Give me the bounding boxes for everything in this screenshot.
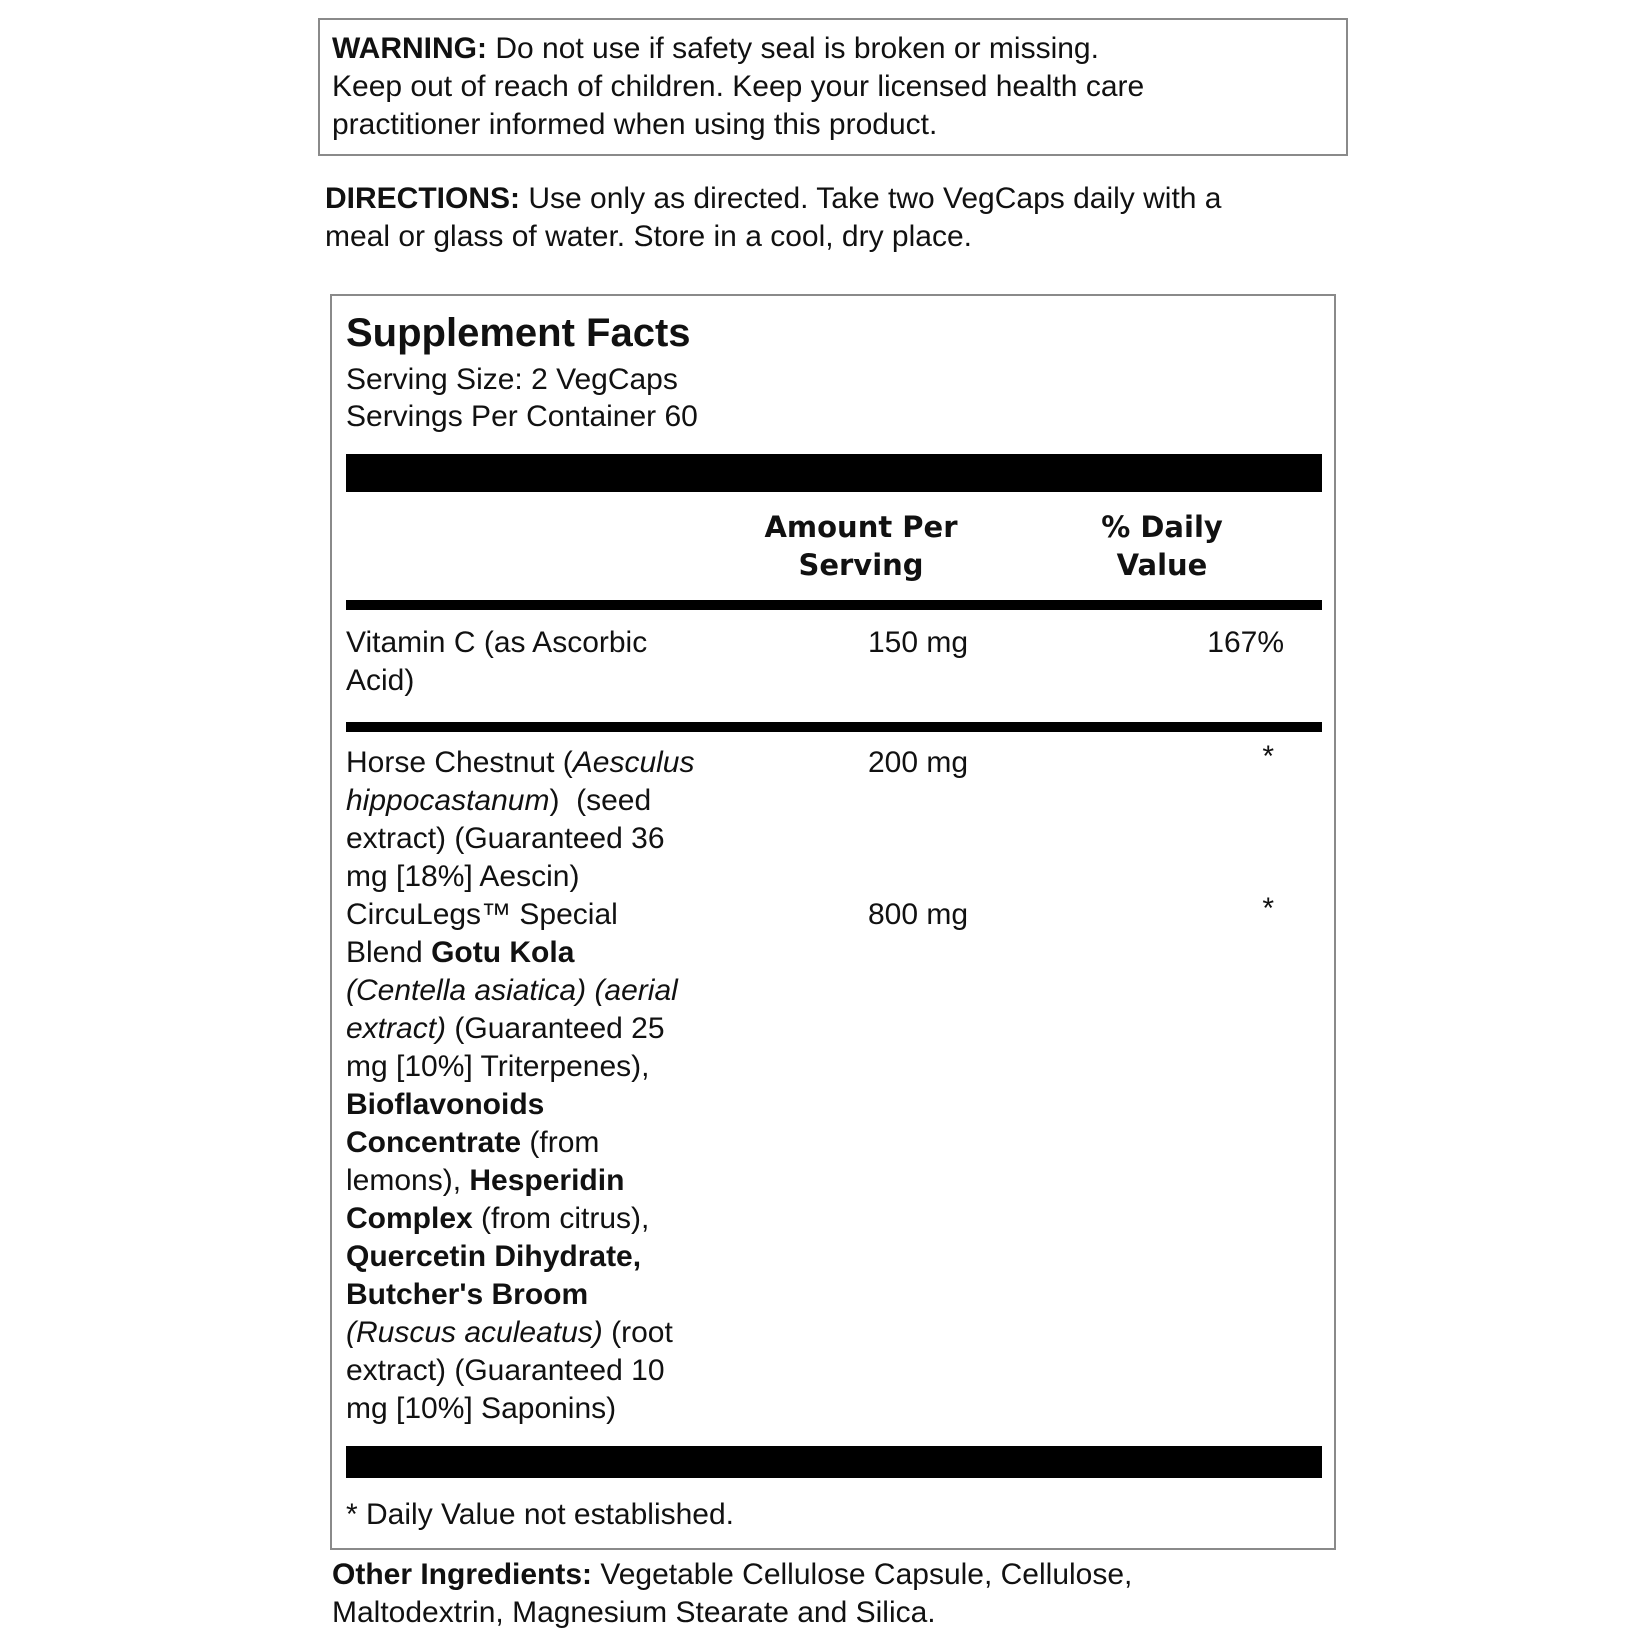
divider-thick-top — [346, 454, 1322, 492]
serving-size: Serving Size: 2 VegCaps — [346, 363, 678, 396]
cl-line-2 — [346, 934, 726, 972]
cl-line-1: CircuLegs™ Special — [346, 898, 618, 931]
cl-l2b: Gotu Kola — [431, 936, 575, 969]
header-amount-per-serving — [756, 508, 966, 584]
cl-line-8 — [346, 1162, 726, 1200]
cl-l2a: Blend — [346, 936, 432, 969]
warning-box — [318, 18, 1348, 156]
cl-line-3 — [346, 972, 726, 1010]
circulegs-name — [346, 896, 726, 1428]
horse-chestnut-line-4: mg [18%] Aescin) — [346, 860, 580, 893]
header-dv-line-1: % Daily — [1101, 510, 1223, 544]
facts-title: Supplement Facts — [346, 311, 691, 355]
other-ingredients-text-2: Maltodextrin, Magnesium Stearate and Silica. — [332, 1596, 936, 1629]
cl-l8b: Hesperidin — [469, 1164, 625, 1197]
divider-header — [346, 600, 1322, 610]
circulegs-amount: 800 mg — [868, 898, 969, 931]
directions-text-2: meal or glass of water. Store in a cool, dry place. — [325, 220, 972, 253]
hc-l2b: ) (seed — [549, 784, 652, 817]
cl-l11: Butcher's Broom — [346, 1278, 589, 1311]
cl-line-10 — [346, 1238, 726, 1276]
cl-l3: (Centella asiatica) (aerial — [346, 974, 678, 1007]
divider-thick-bottom — [346, 1446, 1322, 1478]
other-ingredients-text-1: Vegetable Cellulose Capsule, Cellulose, — [600, 1558, 1133, 1591]
horse-chestnut-line-2 — [346, 782, 726, 820]
vitamin-c-name — [346, 624, 726, 700]
directions-label: DIRECTIONS: — [325, 182, 520, 215]
horse-chestnut-dv: * — [1262, 740, 1274, 773]
warning-text-2: Keep out of reach of children. Keep your licensed health care — [332, 70, 1145, 103]
cl-line-14: mg [10%] Saponins) — [346, 1392, 617, 1425]
daily-value-footnote: * Daily Value not established. — [346, 1498, 735, 1531]
hc-l1b: Aesculus — [572, 746, 695, 779]
other-ingredients-line-1 — [332, 1556, 1352, 1594]
supplement-facts-panel — [330, 294, 1336, 1550]
cl-line-12 — [346, 1314, 726, 1352]
hc-l1a: Horse Chestnut ( — [346, 746, 573, 779]
warning-label: WARNING: — [332, 32, 487, 65]
vitamin-c-name-line-1: Vitamin C (as Ascorbic — [346, 626, 648, 659]
cl-line-11 — [346, 1276, 726, 1314]
cl-line-13: extract) (Guaranteed 10 — [346, 1354, 665, 1387]
cl-line-7 — [346, 1124, 726, 1162]
cl-l7a: Concentrate — [346, 1126, 522, 1159]
cl-l10: Quercetin Dihydrate, — [346, 1240, 642, 1273]
hc-l2a: hippocastanum — [346, 784, 550, 817]
cl-l6: Bioflavonoids — [346, 1088, 545, 1121]
horse-chestnut-name — [346, 744, 726, 896]
vitamin-c-name-line-2: Acid) — [346, 664, 415, 697]
cl-line-9 — [346, 1200, 726, 1238]
header-daily-value — [1082, 508, 1242, 584]
cl-l9b: (from citrus), — [472, 1202, 650, 1235]
directions-text-1: Use only as directed. Take two VegCaps daily with a — [528, 182, 1222, 215]
warning-line-1 — [332, 30, 1336, 68]
directions — [325, 180, 1345, 256]
cl-line-5: mg [10%] Triterpenes), — [346, 1050, 650, 1083]
other-ingredients — [332, 1556, 1352, 1632]
header-amount-line-1: Amount Per — [764, 510, 958, 544]
cl-line-6 — [346, 1086, 726, 1124]
warning-text-1: Do not use if safety seal is broken or missing. — [495, 32, 1099, 65]
cl-line-4 — [346, 1010, 726, 1048]
header-amount-line-2: Serving — [798, 548, 924, 582]
cl-l12b: (root — [602, 1316, 673, 1349]
directions-line-1 — [325, 180, 1345, 218]
cl-l7b: (from — [521, 1126, 600, 1159]
warning-text-3: practitioner informed when using this product. — [332, 108, 938, 141]
horse-chestnut-line-3: extract) (Guaranteed 36 — [346, 822, 665, 855]
other-ingredients-label: Other Ingredients: — [332, 1558, 593, 1591]
cl-l8a: lemons), — [346, 1164, 470, 1197]
cl-l9a: Complex — [346, 1202, 473, 1235]
circulegs-dv: * — [1262, 892, 1274, 925]
horse-chestnut-amount: 200 mg — [868, 746, 969, 779]
horse-chestnut-line-1 — [346, 744, 726, 782]
divider-mid — [346, 722, 1322, 732]
vitamin-c-amount: 150 mg — [868, 626, 969, 659]
servings-per-container: Servings Per Container 60 — [346, 400, 698, 433]
vitamin-c-dv: 167% — [1207, 626, 1284, 659]
cl-l4a: extract) — [346, 1012, 447, 1045]
cl-l12a: (Ruscus aculeatus) — [346, 1316, 603, 1349]
header-dv-line-2: Value — [1116, 548, 1208, 582]
cl-l4b: (Guaranteed 25 — [446, 1012, 665, 1045]
